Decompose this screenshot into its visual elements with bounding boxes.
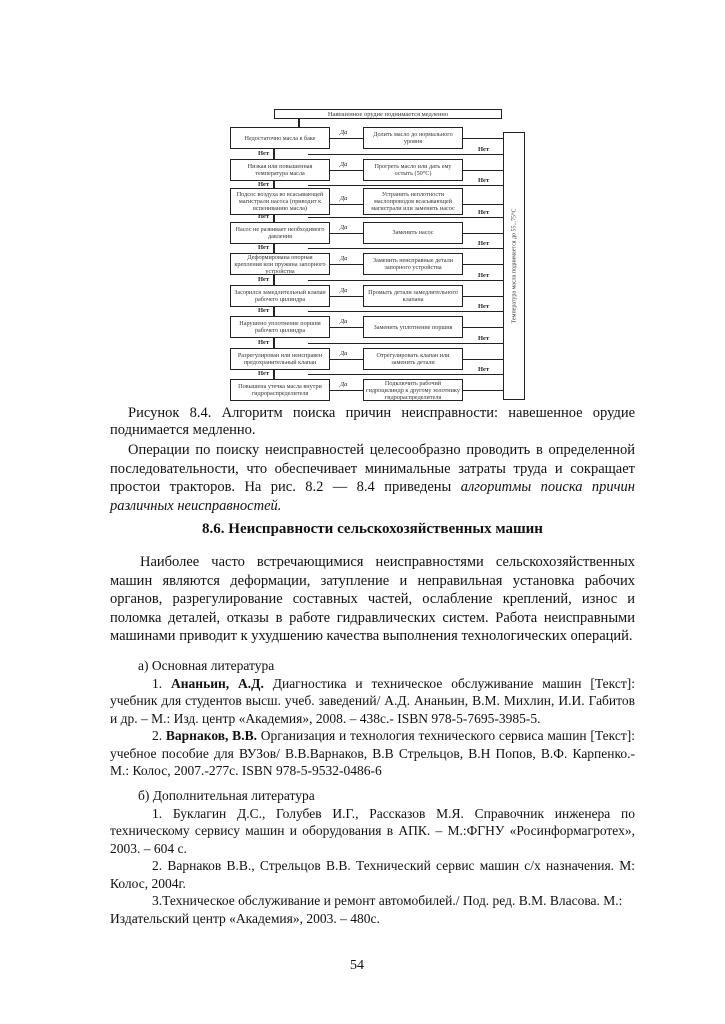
- literature-main: [110, 657, 635, 780]
- action-box: Промыть детали замедлительного клапана: [363, 285, 463, 307]
- yes-arrow: [330, 264, 363, 265]
- section-heading: 8.6. Неисправности сельскохозяйственных машин: [202, 521, 543, 537]
- literature-item: [110, 727, 635, 780]
- literature-main-heading: а) Основная литература: [138, 658, 275, 673]
- no-label: Нет: [478, 366, 490, 373]
- no-label: Нет: [478, 303, 490, 310]
- no-label: Нет: [258, 181, 270, 188]
- return-line: [308, 154, 503, 155]
- yes-label: Да: [340, 255, 348, 262]
- no-label: Нет: [478, 240, 490, 247]
- item-number: 1.: [152, 675, 163, 691]
- no-label: Нет: [258, 212, 270, 220]
- yes-label: Да: [340, 223, 348, 231]
- item-author: Ананьин, А.Д.: [171, 675, 264, 691]
- cause-box: Насос не развивает необходимого давления: [230, 222, 330, 244]
- cause-box: Низкая или повышенная температура масла: [230, 159, 330, 181]
- caption-label: Рисунок 8.4.: [128, 405, 212, 421]
- literature-extra-heading: б) Дополнительная литература: [138, 788, 315, 803]
- to-result-arrow: [463, 327, 503, 328]
- action-box: Прогреть масло или дать ему остыть (50°С): [363, 159, 463, 181]
- to-result-arrow: [463, 204, 503, 205]
- flowchart-figure: [228, 107, 528, 407]
- literature-extra: [110, 787, 635, 927]
- flowchart-result-text: Температура масла поднимается до 55...75°С: [511, 208, 518, 324]
- yes-arrow: [330, 204, 363, 205]
- cause-box: Повышена утечка масла внутри гидрораспределителя: [230, 379, 330, 401]
- to-result-arrow: [463, 359, 503, 360]
- action-box: Подключить рабочий гидроцилиндр к другому золотнику гидрораспределителя: [363, 379, 463, 401]
- no-label: Нет: [478, 334, 490, 342]
- return-line: [308, 185, 503, 186]
- item-text: Диагностика и техническое обслуживание машин [Текст]: учебник для студентов высш. учеб. заведений/ А.Д. Ананьин, В.М. Михлин, И.И. Габитов и др. – М.: Изд. центр «Академия», 2008. – 438с.- ISBN 978-5-7695-3985-5.: [110, 675, 636, 726]
- page-number: 54: [350, 958, 364, 973]
- yes-arrow: [330, 359, 363, 360]
- no-label: Нет: [478, 208, 490, 216]
- section-paragraph: Наиболее часто встречающимися неисправностями сельскохозяйственных машин являются деформации, затупление и неправильная установка рабочих органов, разрегулирование составных частей, ослабление креплений, износ и поломка деталей, отказы в работе гидравлических систем. Работа неисправными машинами приводит к ухудшению качества выполнения технологических операций.: [110, 554, 635, 644]
- to-result-arrow: [463, 138, 503, 139]
- yes-arrow: [330, 390, 363, 391]
- yes-label: Да: [340, 129, 348, 136]
- yes-label: Да: [340, 160, 348, 168]
- yes-arrow: [330, 296, 363, 297]
- no-label: Нет: [258, 338, 270, 346]
- item-text: Организация и технология технического сервиса машин [Текст]: учебное пособие для ВУЗов/ В.В.Варнаков, В.В Стрельцов, В.Н Попов, В.Ф. Карпенко.- М.: Колос, 2007.-277с. ISBN 978-5-9532-0486-6: [110, 728, 636, 778]
- yes-label: Да: [340, 194, 348, 202]
- yes-arrow: [330, 138, 363, 139]
- cause-box: Недостаточно масла в баке: [230, 127, 330, 149]
- yes-arrow: [330, 327, 363, 328]
- yes-label: Да: [340, 318, 348, 325]
- no-label: Нет: [258, 149, 270, 157]
- connector: [298, 119, 300, 127]
- return-line: [308, 311, 503, 312]
- action-box: Заменить насос: [363, 222, 463, 244]
- figure-caption: [110, 405, 635, 439]
- item-number: 2.: [152, 728, 163, 743]
- return-line: [308, 343, 503, 344]
- yes-label: Да: [340, 286, 348, 294]
- action-box: Долить масло до нормального уровня: [363, 127, 463, 149]
- to-result-arrow: [463, 390, 503, 391]
- literature-item: 2. Варнаков В.В., Стрельцов В.В. Технический сервис машин с/х назначения. М: Колос, 2004г.: [110, 858, 635, 891]
- to-result-arrow: [463, 264, 503, 265]
- yes-arrow: [330, 170, 363, 171]
- no-label: Нет: [258, 275, 270, 283]
- action-box: Устранить неплотности маслопроводов всасывающей магистрали или заменить насос: [363, 188, 463, 215]
- caption-text: Алгоритм поиска причин неисправности: навешенное орудие поднимается медленно.: [110, 405, 636, 438]
- cause-box: Разрегулирован или неисправен предохранительный клапан: [230, 348, 330, 370]
- yes-label: Да: [340, 349, 348, 357]
- literature-item: 1. Буклагин Д.С., Голубев И.Г., Рассказов М.Я. Справочник инженера по техническому сервису машин и оборудования в АПК. – М.:ФГНУ «Росинформагротех», 2003. – 604 с.: [110, 805, 635, 856]
- flowchart-title-box: Навешенное орудие поднимается медленно: [274, 109, 502, 119]
- no-label: Нет: [478, 271, 490, 279]
- action-box: Отрегулировать клапан или заменить детали: [363, 348, 463, 370]
- paragraph-italic-text: алгоритмы поиска причин различных неисправностей.: [110, 479, 636, 514]
- cause-box: Нарушено уплотнение поршня рабочего цилиндра: [230, 316, 330, 338]
- return-line: [308, 217, 503, 218]
- return-line: [308, 248, 503, 249]
- cause-box: Деформирована опорная крепления или пружина запорного устройства: [230, 253, 330, 275]
- to-result-arrow: [463, 233, 503, 234]
- flowchart-result-box: [503, 132, 525, 400]
- yes-arrow: [330, 233, 363, 234]
- no-label: Нет: [478, 145, 490, 153]
- action-box: Заменить неисправные детали запорного устройства: [363, 253, 463, 275]
- item-author: Варнаков, В.В.: [165, 728, 257, 743]
- cause-box: Подсос воздуха во всасывающей магистрали насоса (приводит к вспениванию масла): [230, 188, 330, 215]
- no-label: Нет: [478, 177, 490, 184]
- paragraph-text: Операции по поиску неисправностей целесообразно проводить в определенной последовательности, что обеспечивает минимальные затраты труда и сокращает простои тракторов. На рис. 8.2 — 8.4 приведены: [110, 442, 635, 495]
- return-line: [308, 374, 503, 375]
- cause-box: Засорился замедлительный клапан рабочего цилиндра: [230, 285, 330, 307]
- to-result-arrow: [463, 296, 503, 297]
- no-label: Нет: [258, 370, 270, 377]
- to-result-arrow: [463, 170, 503, 171]
- return-line: [308, 280, 503, 281]
- no-label: Нет: [258, 307, 270, 314]
- paragraph-operations: [110, 441, 635, 515]
- yes-label: Да: [340, 381, 348, 388]
- no-label: Нет: [258, 244, 270, 251]
- action-box: Заменить уплотнение поршня: [363, 316, 463, 338]
- literature-item: [110, 675, 635, 728]
- literature-item: 3.Техническое обслуживание и ремонт автомобилей./ Под. ред. В.М. Власова. М.: Издательский центр «Академия», 2003. – 480с.: [110, 893, 623, 926]
